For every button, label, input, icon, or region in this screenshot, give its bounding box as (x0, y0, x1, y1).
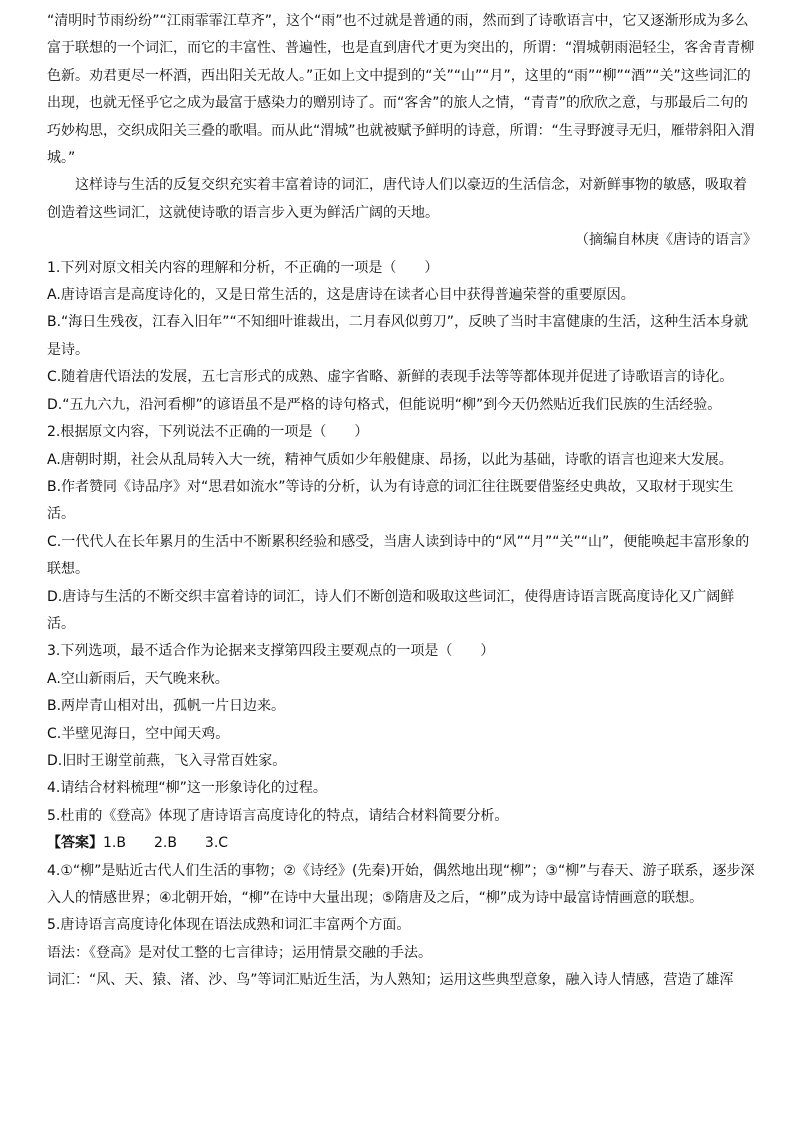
question-stem: 1.下列对原文相关内容的理解和分析，不正确的一项是（ ） (47, 259, 439, 276)
option-d: D.唐诗与生活的不断交织丰富着诗的词汇，诗人们不断创造和吸取这些词汇，使得唐诗语言既高度诗化又广阔鲜活。 (47, 588, 735, 632)
answer-choices-line (47, 830, 757, 857)
option-b: B.两岸青山相对出，孤帆一片日边来。 (47, 698, 286, 715)
question-4: 4.请结合材料梳理“柳”这一形象诗化的过程。 (47, 780, 327, 797)
question-stem: 2.根据原文内容，下列说法不正确的一项是（ ） (47, 424, 369, 441)
question-3 (47, 638, 757, 775)
question-2 (47, 419, 757, 638)
document-content (47, 8, 757, 995)
answer-choices: 1.B 2.B 3.C (103, 835, 229, 852)
answer-4: 4.①“柳”是贴近古代人们生活的事物；②《诗经》(先秦)开始，偶然地出现“柳”；③“柳”与春天、游子联系，逐步深入人的情感世界；④北朝开始，“柳”在诗中大量出现；⑤隋唐及之后，“柳”成为诗中最富诗情画意的联想。 (47, 862, 755, 906)
passage-paragraph-2: 这样诗与生活的反复交织充实着丰富着诗的词汇，唐代诗人们以豪迈的生活信念，对新鲜事物的敏感，吸取着创造着这些词汇，这就使诗歌的语言步入更为鲜活广阔的天地。 (47, 177, 747, 221)
option-b: B.“海日生残夜，江春入旧年”“不知细叶谁裁出，二月春风似剪刀”，反映了当时丰富健康的生活，这种生活本身就是诗。 (47, 314, 749, 358)
question-stem: 3.下列选项，最不适合作为论据来支撑第四段主要观点的一项是（ ） (47, 643, 495, 660)
answer-5: 5.唐诗语言高度诗化体现在语法成熟和词汇丰富两个方面。 (47, 917, 411, 934)
answer-5-grammar: 语法：《登高》是对仗工整的七言律诗；运用情景交融的手法。 (47, 944, 432, 961)
passage-paragraph-1: “清明时节雨纷纷”“江雨霏霏江草齐”，这个“雨”也不过就是普通的雨，然而到了诗歌语言中，它又逐渐形成为多么富于联想的一个词汇，而它的丰富性、普遍性，也是直到唐代才更为突出的，所谓：“渭城朝雨浥轻尘，客舍青青柳色新。劝君更尽一杯酒，西出阳关无故人。”正如上文中提到的“关”“山”“月”，这里的“雨”“柳”“酒”“关”这些词汇的出现，也就无怪乎它之成为最富于感染力的赠别诗了。而“客舍”的旅人之情，“青青”的欣欣之意，与那最后二句的巧妙构思，交织成阳关三叠的歌唱。而从此“渭城”也就被赋予鲜明的诗意，所谓：“生寻野渡寻无归，雁带斜阳入渭城。” (47, 13, 755, 167)
option-b: B.作者赞同《诗品序》对“思君如流水”等诗的分析，认为有诗意的词汇往往既要借鉴经史典故，又取材于现实生活。 (47, 478, 734, 523)
answer-section (47, 830, 757, 994)
answer-5-vocabulary: 词汇：“风、天、猿、渚、沙、鸟”等词汇贴近生活，为人熟知；运用这些典型意象，融入诗人情感，营造了雄浑 (47, 972, 734, 989)
answer-label: 【答案】 (47, 835, 103, 852)
option-d: D.“五九六九，沿河看柳”的谚语虽不是严格的诗句格式，但能说明“柳”到今天仍然贴近我们民族的生活经验。 (47, 396, 722, 413)
passage-source: （摘编自林庚《唐诗的语言》 (575, 232, 757, 249)
option-c: C.一代代人在长年累月的生活中不断累积经验和感受，当唐人读到诗中的“风”“月”“关”“山”，便能唤起丰富形象的联想。 (47, 533, 750, 578)
option-c: C.半壁见海日，空中闻天鸡。 (47, 725, 230, 742)
question-5: 5.杜甫的《登高》体现了唐诗语言高度诗化的特点，请结合材料简要分析。 (47, 807, 509, 824)
option-a: A.唐诗语言是高度诗化的，又是日常生活的，这是唐诗在读者心目中获得普遍荣誉的重要原因。 (47, 287, 635, 304)
option-c: C.随着唐代语法的发展，五七言形式的成熟、虚字省略、新鲜的表现手法等等都体现并促进了诗歌语言的诗化。 (47, 369, 734, 386)
option-a: A.空山新雨后，天气晚来秋。 (47, 670, 229, 687)
option-a: A.唐朝时期，社会从乱局转入大一统，精神气质如少年般健康、昂扬，以此为基础，诗歌的语言也迎来大发展。 (47, 451, 733, 468)
question-1 (47, 255, 757, 419)
option-d: D.旧时王谢堂前燕，飞入寻常百姓家。 (47, 752, 287, 769)
